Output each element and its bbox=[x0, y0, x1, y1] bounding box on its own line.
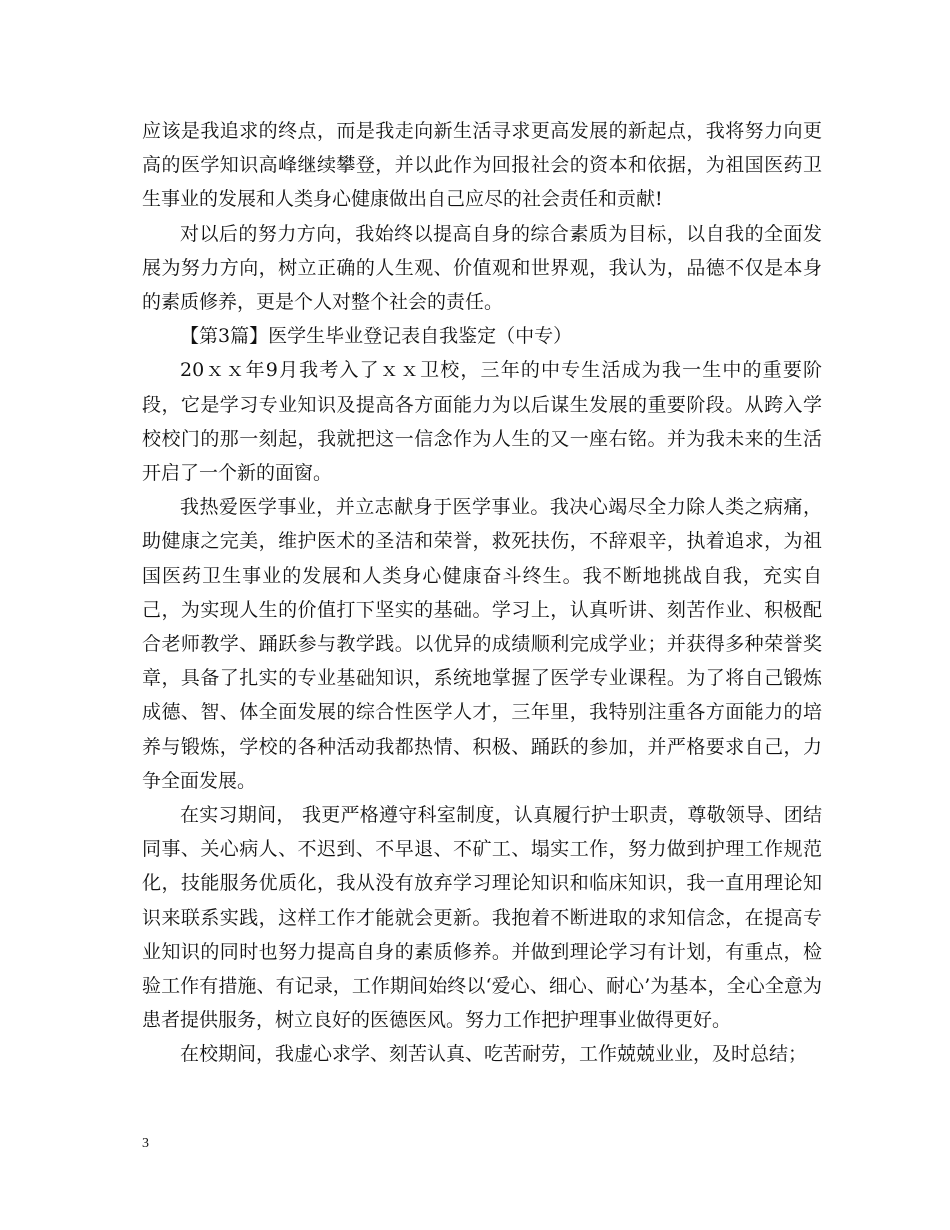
paragraph-enrollment: 20ｘｘ年9月我考入了ｘｘ卫校，三年的中专生活成为我一生中的重要阶段，它是学习专业知识及提高各方面能力为以后谋生发展的重要阶段。从跨入学校校门的那一刻起，我就把这一信念作为人生的又一座右铭。并为我未来的生活开启了一个新的面窗。 bbox=[142, 359, 822, 485]
paragraph-continuation: 应该是我追求的终点，而是我走向新生活寻求更高发展的新起点，我将努力向更高的医学知识高峰继续攀登，并以此作为回报社会的资本和依据，为祖国医药卫生事业的发展和人类身心健康做出自己应尽的社会责任和贡献! bbox=[142, 120, 822, 211]
paragraph-internship: 在实习期间， 我更严格遵守科室制度，认真履行护士职责，尊敬领导、团结同事、关心病人、不迟到、不早退、不矿工、塌实工作，努力做到护理工作规范化，技能服务优质化，我从没有放弃学习理论知识和临床知识，我一直用理论知识来联系实践，这样工作才能就会更新。我抱着不断进取的求知信念，在提高专业知识的同时也努力提高自身的素质修养。并做到理论学习有计划，有重点，检验工作有措施、有记录，工作期间始终以‘爱心、细心、耐心’为基本，全心全意为患者提供服务，树立良好的医德医风。努力工作把护理事业做得更好。 bbox=[142, 804, 822, 1032]
paragraph-medical-career: 我热爱医学事业，并立志献身于医学事业。我决心竭尽全力除人类之病痛，助健康之完美，维护医术的圣洁和荣誉，救死扶伤，不辞艰辛，执着追求，为祖国医药卫生事业的发展和人类身心健康奋斗终生。我不断地挑战自我，充实自己，为实现人生的价值打下坚实的基础。学习上，认真听讲、刻苦作业、积极配合老师教学、踊跃参与教学践。以优异的成绩顺利完成学业；并获得多种荣誉奖章，具备了扎实的专业基础知识，系统地掌握了医学专业课程。为了将自己锻炼成德、智、体全面发展的综合性医学人才，三年里，我特别注重各方面能力的培养与锻炼，学校的各种活动我都热情、积极、踊跃的参加，并严格要求自己，力争全面发展。 bbox=[142, 496, 822, 792]
paragraph-school-period: 在校期间，我虚心求学、刻苦认真、吃苦耐劳，工作兢兢业业，及时总结； bbox=[180, 1043, 808, 1066]
document-body bbox=[142, 114, 822, 1072]
section-heading: 【第3篇】医学生毕业登记表自我鉴定（中专） bbox=[180, 325, 573, 348]
paragraph-future-direction: 对以后的努力方向，我始终以提高自身的综合素质为目标，以自我的全面发展为努力方向，树立正确的人生观、价值观和世界观，我认为，品德不仅是本身的素质修养，更是个人对整个社会的责任。 bbox=[142, 222, 822, 314]
page-number: 3 bbox=[142, 1136, 149, 1151]
